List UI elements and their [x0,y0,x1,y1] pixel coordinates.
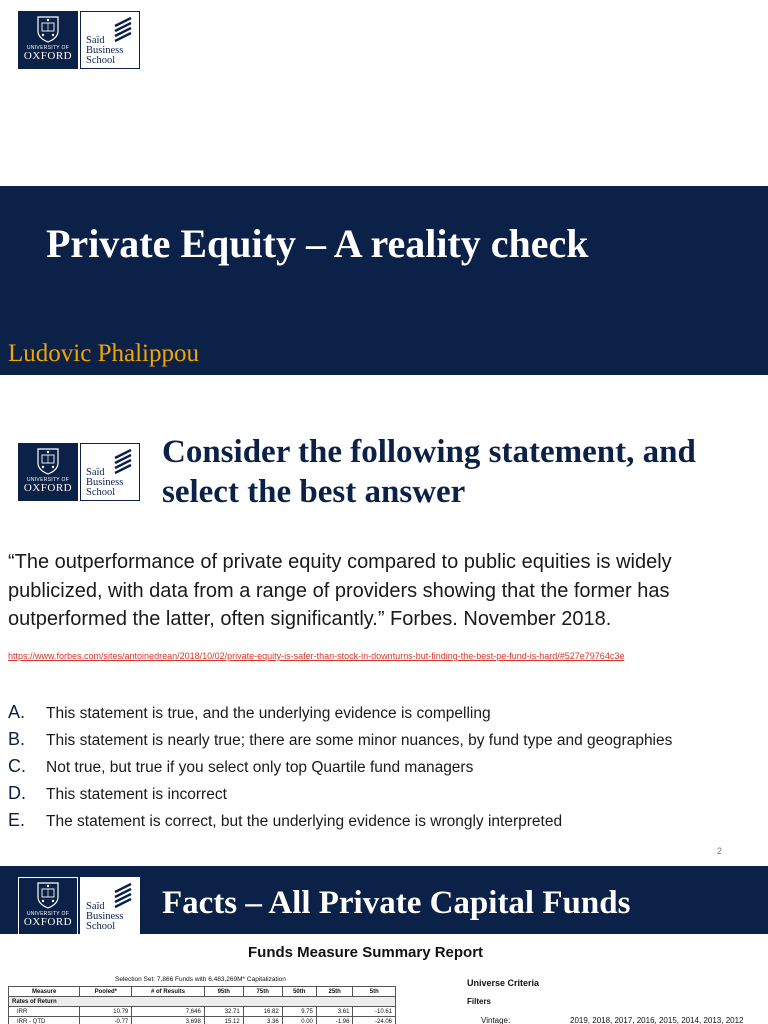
table-cell: IRR - QTD [9,1017,80,1024]
oxford-label: OXFORD [23,50,73,62]
school-name-line3: School [86,487,116,498]
oxford-crest-icon [36,15,60,43]
table-cell: 9.75 [282,1007,316,1017]
table-cell: 15.12 [204,1017,243,1024]
answer-option-c[interactable] [8,756,768,783]
said-business-school-panel [80,877,140,935]
oxford-crest-icon [36,881,60,909]
selection-set-label: Selection Set: 7,866 Funds with 6,483,269M* Capitalization [115,976,286,983]
option-text: The statement is correct, but the underlying evidence is wrongly interpreted [46,813,563,830]
table-cell: -10.61 [353,1007,396,1017]
table-row [9,1007,396,1017]
school-name-line1: Saïd [86,901,105,912]
option-letter: B. [8,729,26,749]
column-header: 75th [243,987,282,997]
column-header: 25th [316,987,353,997]
facts-slide [0,866,768,1024]
column-header: # of Results [132,987,205,997]
table-cell: 3.36 [243,1017,282,1024]
table-row [9,1017,396,1024]
title-slide [0,0,768,375]
school-name-line3: School [86,55,116,66]
page-number: 2 [716,846,722,856]
university-of-label: UNIVERSITY OF [26,911,70,917]
option-text: This statement is incorrect [46,786,227,803]
presentation-title: Private Equity – A reality check [46,221,589,266]
option-letter: A. [8,702,26,722]
oxford-crest-panel [18,443,78,501]
answer-options [8,702,768,837]
forbes-quote: “The outperformance of private equity compared to public equities is widely publicized, with data from a range of providers showing that the former has outperformed the latter, often significantly.” Forbes. November 2018. [8,551,672,630]
school-name-line2: Business [86,45,124,56]
oxford-said-logo [18,11,140,69]
vintage-values: 2019, 2018, 2017, 2016, 2015, 2014, 2013, 2012 [570,1016,744,1024]
said-business-school-panel [80,443,140,501]
school-name-line2: Business [86,477,124,488]
vintage-label: Vintage: [481,1016,511,1024]
question-title: Consider the following statement, and select the best answer [162,434,696,510]
funds-measure-table [8,986,396,1024]
table-cell: 16.82 [243,1007,282,1017]
table-cell: IRR [9,1007,80,1017]
author-name: Ludovic Phalippou [8,340,199,367]
oxford-said-logo [18,877,140,935]
column-header: 50th [282,987,316,997]
school-name-line1: Saïd [86,467,105,478]
option-text: Not true, but true if you select only top Quartile fund managers [46,759,474,776]
table-cell: -1.96 [316,1017,353,1024]
option-letter: E. [8,810,26,830]
filters-heading: Filters [467,997,492,1006]
oxford-crest-panel [18,11,78,69]
table-cell: 3.61 [316,1007,353,1017]
table-cell: -24.06 [353,1017,396,1024]
forbes-source-link[interactable]: https://www.forbes.com/sites/antoinedrean/2018/10/02/private-equity-is-safer-than-stock-in-downturns-but-finding-the-best-pe-fund-is-hard/#527e79764c3e [8,651,625,661]
universe-criteria-heading: Universe Criteria [467,978,540,988]
answer-option-e[interactable] [8,810,768,837]
report-title: Funds Measure Summary Report [248,944,484,961]
table-section-row [9,997,396,1007]
facts-title: Facts – All Private Capital Funds [162,885,631,921]
table-cell: 0.00 [282,1017,316,1024]
option-text: This statement is true, and the underlying evidence is compelling [46,705,491,722]
school-name-line3: School [86,921,116,932]
oxford-crest-panel [18,877,78,935]
option-text: This statement is nearly true; there are some minor nuances, by fund type and geographies [46,732,673,749]
table-cell: 10.79 [80,1007,132,1017]
table-cell: -0.77 [80,1017,132,1024]
answer-option-b[interactable] [8,729,768,756]
said-business-school-panel [80,11,140,69]
column-header: 5th [353,987,396,997]
answer-option-a[interactable] [8,702,768,729]
oxford-label: OXFORD [23,482,73,494]
school-name-line2: Business [86,911,124,922]
university-of-label: UNIVERSITY OF [26,45,70,51]
table-cell: 7,646 [132,1007,205,1017]
table-header-row [9,987,396,997]
question-slide [0,376,768,864]
table-cell: 3,698 [132,1017,205,1024]
answer-option-d[interactable] [8,783,768,810]
section-label: Rates of Return [9,997,396,1007]
oxford-said-logo [18,443,140,501]
oxford-label: OXFORD [23,916,73,928]
university-of-label: UNIVERSITY OF [26,477,70,483]
oxford-crest-icon [36,447,60,475]
table-cell: 32.71 [204,1007,243,1017]
school-name-line1: Saïd [86,35,105,46]
option-letter: C. [8,756,26,776]
option-letter: D. [8,783,26,803]
column-header: 95th [204,987,243,997]
column-header: Pooled* [80,987,132,997]
column-header: Measure [9,987,80,997]
